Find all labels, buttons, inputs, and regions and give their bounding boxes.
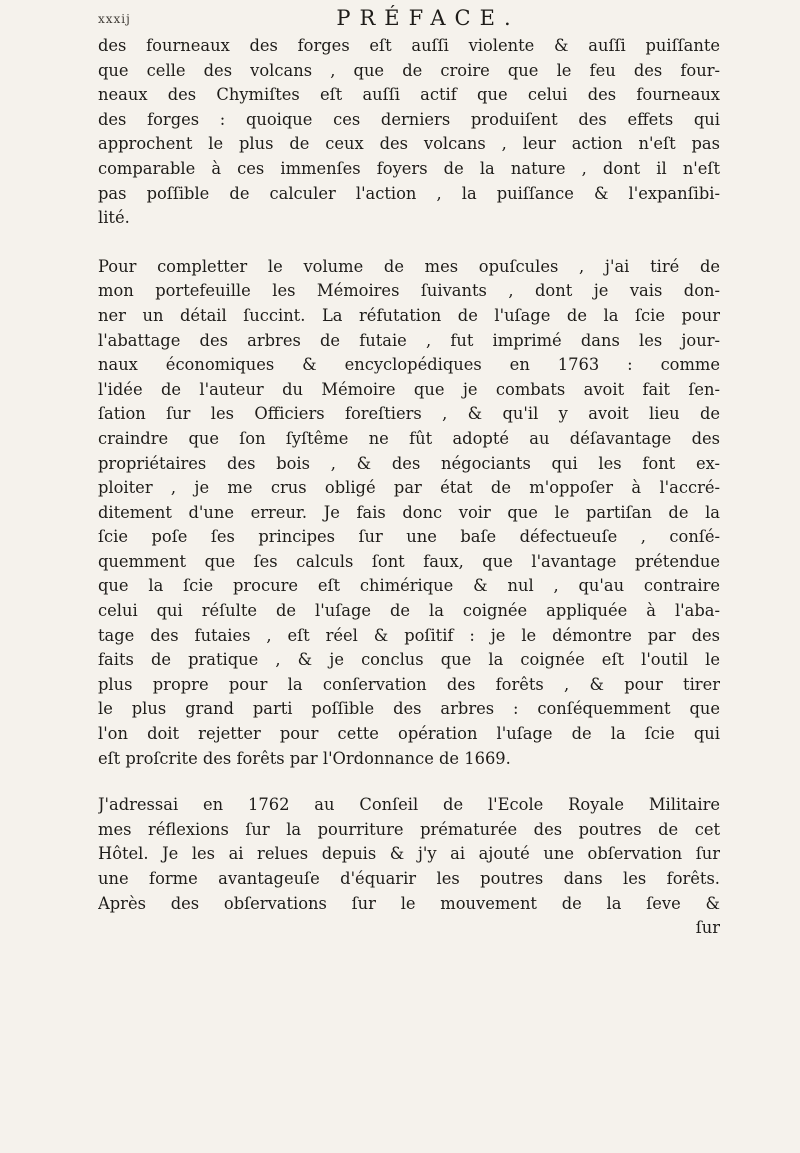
text-line: lité. xyxy=(98,208,130,228)
text-line: Hôtel. Je les ai relues depuis & j'y ai ajouté une obſervation ſur xyxy=(98,844,720,864)
paragraph-furnaces xyxy=(98,34,720,231)
text-line: quemment que ſes calculs ſont faux, que l'avantage prétendue xyxy=(98,551,720,571)
text-line: ditement d'une erreur. Je fais donc voir que le partiſan de la xyxy=(98,502,720,522)
text-line: ploiter , je me crus obligé par état de m'oppoſer à l'accré- xyxy=(98,478,720,498)
body-text xyxy=(98,34,720,941)
text-line: pas poſſible de calculer l'action , la puiſſance & l'expanſibi- xyxy=(98,183,720,203)
text-line: eſt proſcrite des forêts par l'Ordonnance de 1669. xyxy=(98,748,511,768)
text-line: une forme avantageuſe d'équarir les poutres dans les forêts. xyxy=(98,869,720,888)
text-line: Après des obſervations ſur le mouvement de la ſeve & xyxy=(98,893,720,913)
text-line: approchent le plus de ceux des volcans , leur action n'eſt pas xyxy=(98,134,720,154)
text-line: J'adressai en 1762 au Conſeil de l'Ecole Royale Militaire xyxy=(98,795,720,815)
text-line: comparable à ces immenſes foyers de la nature , dont il n'eſt xyxy=(98,158,720,178)
paragraph-gap xyxy=(98,231,720,255)
text-line: naux économiques & encyclopédiques en 1763 : comme xyxy=(98,355,720,375)
text-line: celui qui réſulte de l'uſage de la coignée appliquée à l'aba- xyxy=(98,601,720,621)
text-line: plus propre pour la conſervation des forêts , & pour tirer xyxy=(98,674,720,694)
running-title: PRÉFACE. xyxy=(336,6,520,30)
text-line: Pour completter le volume de mes opuſcules , j'ai tiré de xyxy=(98,256,720,276)
text-line: l'idée de l'auteur du Mémoire que je combats avoit fait ſen- xyxy=(98,379,720,399)
text-line: des fourneaux des forges eſt auſſi violente & auſſi puiſſante xyxy=(98,36,720,55)
text-line: l'abattage des arbres de futaie , fut imprimé dans les jour- xyxy=(98,330,720,350)
text-line: mon portefeuille les Mémoires ſuivants , dont je vais don- xyxy=(98,281,720,301)
text-line: propriétaires des bois , & des négociants qui les font ex- xyxy=(98,453,720,473)
text-line: tage des futaies , eſt réel & poſitif : je le démontre par des xyxy=(98,625,720,645)
text-line: faits de pratique , & je conclus que la coignée eſt l'outil le xyxy=(98,650,720,670)
catchword: ſur xyxy=(695,918,720,938)
paragraph-gap xyxy=(98,771,720,793)
text-line: ſation ſur les Officiers foreſtiers , & qu'il y avoit lieu de xyxy=(98,404,720,424)
text-line: l'on doit rejetter pour cette opération l'uſage de la ſcie qui xyxy=(98,724,720,744)
text-line: que la ſcie procure eſt chimérique & nul , qu'au contraire xyxy=(98,576,720,596)
text-line: ſcie poſe ſes principes ſur une baſe défectueuſe , conſé- xyxy=(98,527,720,547)
text-line: mes réflexions ſur la pourriture prématurée des poutres de cet xyxy=(98,819,720,839)
paragraph-saw-refutation xyxy=(98,255,720,771)
text-line: le plus grand parti poſſible des arbres : conſéquemment que xyxy=(98,699,720,719)
page-header xyxy=(98,6,718,36)
text-line: ner un détail ſuccint. La réfutation de l'uſage de la ſcie pour xyxy=(98,305,720,325)
text-line: que celle des volcans , que de croire que le feu des four- xyxy=(98,60,720,80)
text-line: neaux des Chymiſtes eſt auſſi actif que celui des fourneaux xyxy=(98,85,720,105)
page-number: xxxij xyxy=(98,12,131,26)
text-line: des forges : quoique ces derniers produiſent des effets qui xyxy=(98,109,720,129)
paragraph-beams xyxy=(98,793,720,941)
text-line: craindre que ſon ſyſtême ne fût adopté au déſavantage des xyxy=(98,428,720,448)
